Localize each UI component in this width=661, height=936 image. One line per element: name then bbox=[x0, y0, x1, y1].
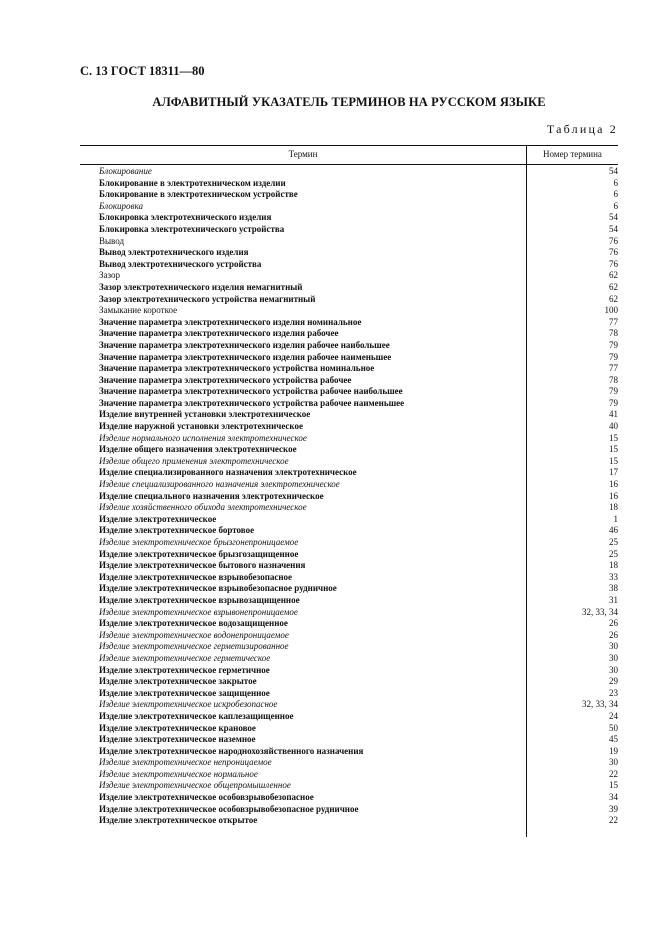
term-cell: Изделие электротехническое общепромышленное bbox=[99, 780, 291, 791]
term-number-cell: 76 bbox=[609, 235, 618, 246]
term-number-cell: 23 bbox=[609, 687, 618, 698]
term-cell: Изделие электротехническое искробезопасное bbox=[99, 699, 278, 710]
table-row bbox=[99, 386, 618, 398]
term-cell: Значение параметра электротехнического устройства рабочее наименьшее bbox=[99, 397, 405, 408]
term-cell: Изделие электротехническое водозащищенное bbox=[99, 618, 288, 629]
term-cell: Зазор электротехнического изделия немагнитный bbox=[99, 281, 303, 292]
term-number-cell: 15 bbox=[609, 455, 618, 466]
term-number-cell: 26 bbox=[609, 629, 618, 640]
table-row bbox=[99, 282, 618, 294]
term-number-cell: 15 bbox=[609, 780, 618, 791]
term-cell: Блокировка bbox=[99, 200, 143, 211]
term-number-cell: 18 bbox=[609, 502, 618, 513]
term-cell: Изделие общего назначения электротехническое bbox=[99, 444, 297, 455]
term-cell: Изделие электротехническое бытового назначения bbox=[99, 560, 306, 571]
table-row bbox=[99, 421, 618, 433]
table-row bbox=[99, 525, 618, 537]
table-header-rule bbox=[80, 164, 618, 165]
table-row bbox=[99, 583, 618, 595]
table-row bbox=[99, 479, 618, 491]
table-row bbox=[99, 607, 618, 619]
term-number-cell: 6 bbox=[613, 200, 618, 211]
term-number-cell: 32, 33, 34 bbox=[582, 606, 618, 617]
table-row bbox=[99, 178, 618, 190]
column-header-term: Термин bbox=[288, 149, 318, 159]
term-number-cell: 19 bbox=[609, 745, 618, 756]
table-row bbox=[99, 618, 618, 630]
term-cell: Изделие электротехническое брызгозащищенное bbox=[99, 548, 299, 559]
term-number-cell: 50 bbox=[609, 722, 618, 733]
table-row bbox=[99, 711, 618, 723]
term-cell: Изделие электротехническое непроницаемое bbox=[99, 757, 272, 768]
table-row bbox=[99, 653, 618, 665]
term-number-cell: 62 bbox=[609, 281, 618, 292]
term-cell: Изделие электротехническое брызгонепроницаемое bbox=[99, 537, 299, 547]
table-row bbox=[99, 328, 618, 340]
term-cell: Значение параметра электротехнического устройства рабочее наибольшее bbox=[99, 386, 403, 397]
table-row bbox=[99, 224, 618, 236]
term-number-cell: 6 bbox=[613, 177, 618, 188]
term-number-cell: 100 bbox=[604, 305, 618, 316]
term-cell: Значение параметра электротехнического изделия рабочее наименьшее bbox=[99, 351, 392, 362]
term-cell: Замыкание короткое bbox=[99, 305, 178, 316]
term-number-cell: 54 bbox=[609, 212, 618, 223]
table-row bbox=[99, 502, 618, 514]
term-number-cell: 40 bbox=[609, 421, 618, 432]
term-cell: Изделие электротехническое взрывобезопасное bbox=[99, 571, 293, 582]
table-row bbox=[99, 572, 618, 584]
table-row bbox=[99, 317, 618, 329]
term-number-cell: 22 bbox=[609, 815, 618, 826]
table-row bbox=[99, 804, 618, 816]
term-cell: Изделие электротехническое наземное bbox=[99, 734, 256, 745]
term-cell: Изделие электротехническое герметизированное bbox=[99, 641, 289, 652]
term-number-cell: 39 bbox=[609, 803, 618, 814]
term-cell: Вывод электротехнического устройства bbox=[99, 258, 262, 269]
term-index-table bbox=[99, 166, 618, 827]
term-cell: Блокирование в электротехническом изделии bbox=[99, 177, 286, 188]
term-number-cell: 30 bbox=[609, 652, 618, 663]
table-row bbox=[99, 236, 618, 248]
table-row bbox=[99, 398, 618, 410]
table-row bbox=[99, 444, 618, 456]
term-number-cell: 62 bbox=[609, 293, 618, 304]
term-cell: Изделие специализированного назначения электротехническое bbox=[99, 467, 357, 478]
term-cell: Изделие электротехническое открытое bbox=[99, 815, 258, 826]
table-top-rule bbox=[80, 145, 618, 146]
term-cell: Изделие электротехническое герметическое bbox=[99, 652, 271, 663]
term-cell: Изделие электротехническое bbox=[99, 513, 217, 524]
term-number-cell: 22 bbox=[609, 768, 618, 779]
term-number-cell: 32, 33, 34 bbox=[582, 699, 618, 710]
term-number-cell: 54 bbox=[609, 166, 618, 176]
table-row bbox=[99, 259, 618, 271]
table-row bbox=[99, 688, 618, 700]
term-number-cell: 25 bbox=[609, 537, 618, 547]
table-row bbox=[99, 560, 618, 572]
term-cell: Зазор электротехнического устройства немагнитный bbox=[99, 293, 316, 304]
term-cell: Блокировка электротехнического изделия bbox=[99, 212, 272, 223]
term-number-cell: 79 bbox=[609, 339, 618, 350]
term-number-cell: 34 bbox=[609, 792, 618, 803]
table-row bbox=[99, 595, 618, 607]
term-number-cell: 33 bbox=[609, 571, 618, 582]
term-number-cell: 18 bbox=[609, 560, 618, 571]
term-cell: Изделие электротехническое особовзрывобезопасное рудничное bbox=[99, 803, 359, 814]
term-number-cell: 30 bbox=[609, 757, 618, 768]
table-row bbox=[99, 792, 618, 804]
term-cell: Изделие специального назначения электротехническое bbox=[99, 490, 324, 501]
document-title: АЛФАВИТНЫЙ УКАЗАТЕЛЬ ТЕРМИНОВ НА РУССКОМ ЯЗЫКЕ bbox=[152, 95, 546, 109]
table-row bbox=[99, 769, 618, 781]
term-number-cell: 79 bbox=[609, 397, 618, 408]
term-cell: Изделие внутренней установки электротехническое bbox=[99, 409, 311, 420]
table-row bbox=[99, 352, 618, 364]
table-row bbox=[99, 537, 618, 549]
term-cell: Изделие электротехническое защищенное bbox=[99, 687, 270, 698]
term-cell: Изделие электротехническое крановое bbox=[99, 722, 256, 733]
term-cell: Значение параметра электротехнического устройства рабочее bbox=[99, 374, 352, 385]
table-row bbox=[99, 212, 618, 224]
term-number-cell: 26 bbox=[609, 618, 618, 629]
table-row bbox=[99, 746, 618, 758]
table-row bbox=[99, 757, 618, 769]
term-number-cell: 62 bbox=[609, 270, 618, 281]
table-row bbox=[99, 166, 618, 178]
table-row bbox=[99, 676, 618, 688]
table-row bbox=[99, 699, 618, 711]
term-number-cell: 31 bbox=[609, 594, 618, 605]
term-cell: Значение параметра электротехнического устройства номинальное bbox=[99, 363, 375, 374]
term-number-cell: 77 bbox=[609, 316, 618, 327]
term-number-cell: 15 bbox=[609, 432, 618, 443]
term-cell: Изделие электротехническое взрывозащищенное bbox=[99, 594, 300, 605]
term-number-cell: 30 bbox=[609, 664, 618, 675]
term-number-cell: 79 bbox=[609, 351, 618, 362]
term-cell: Изделие электротехническое водонепроницаемое bbox=[99, 629, 289, 640]
term-number-cell: 30 bbox=[609, 641, 618, 652]
term-cell: Изделие электротехническое нормальное bbox=[99, 768, 258, 779]
term-cell: Изделие электротехническое бортовое bbox=[99, 525, 255, 536]
term-cell: Изделие электротехническое взрывобезопасное рудничное bbox=[99, 583, 337, 594]
term-cell: Значение параметра электротехнического изделия рабочее наибольшее bbox=[99, 339, 390, 350]
term-cell: Изделие электротехническое каплезащищенное bbox=[99, 710, 294, 721]
term-cell: Блокирование bbox=[99, 166, 152, 176]
term-number-cell: 29 bbox=[609, 676, 618, 687]
term-number-cell: 76 bbox=[609, 247, 618, 258]
term-number-cell: 79 bbox=[609, 386, 618, 397]
term-number-cell: 16 bbox=[609, 479, 618, 490]
table-row bbox=[99, 549, 618, 561]
column-header-number: Номер термина bbox=[543, 149, 602, 159]
table-row bbox=[99, 641, 618, 653]
term-cell: Значение параметра электротехнического изделия номинальное bbox=[99, 316, 362, 327]
term-number-cell: 6 bbox=[613, 189, 618, 200]
table-row bbox=[99, 433, 618, 445]
term-number-cell: 46 bbox=[609, 525, 618, 536]
term-cell: Изделие электротехническое взрывонепроницаемое bbox=[99, 606, 298, 617]
table-row bbox=[99, 467, 618, 479]
term-number-cell: 24 bbox=[609, 710, 618, 721]
term-cell: Значение параметра электротехнического изделия рабочее bbox=[99, 328, 339, 339]
table-row bbox=[99, 247, 618, 259]
term-cell: Изделие наружной установки электротехническое bbox=[99, 421, 303, 432]
table-row bbox=[99, 456, 618, 468]
term-number-cell: 78 bbox=[609, 328, 618, 339]
term-number-cell: 77 bbox=[609, 363, 618, 374]
page-header: С. 13 ГОСТ 18311—80 bbox=[80, 64, 205, 78]
term-cell: Изделие электротехническое закрытое bbox=[99, 676, 257, 687]
table-row bbox=[99, 723, 618, 735]
term-cell: Изделие нормального исполнения электротехническое bbox=[99, 432, 307, 443]
table-row bbox=[99, 514, 618, 526]
table-row bbox=[99, 201, 618, 213]
table-row bbox=[99, 375, 618, 387]
term-number-cell: 78 bbox=[609, 374, 618, 385]
term-cell: Изделие специализированного назначения электротехническое bbox=[99, 479, 340, 490]
term-number-cell: 54 bbox=[609, 223, 618, 234]
term-number-cell: 45 bbox=[609, 734, 618, 745]
term-cell: Вывод bbox=[99, 235, 125, 246]
term-number-cell: 16 bbox=[609, 490, 618, 501]
term-cell: Изделие общего применения электротехническое bbox=[99, 455, 289, 466]
term-number-cell: 17 bbox=[609, 467, 618, 478]
term-cell: Зазор bbox=[99, 270, 121, 281]
term-number-cell: 25 bbox=[609, 548, 618, 559]
table-row bbox=[99, 630, 618, 642]
term-number-cell: 41 bbox=[609, 409, 618, 420]
term-cell: Вывод электротехнического изделия bbox=[99, 247, 249, 258]
table-row bbox=[99, 340, 618, 352]
term-number-cell: 15 bbox=[609, 444, 618, 455]
table-row bbox=[99, 305, 618, 317]
table-row bbox=[99, 409, 618, 421]
table-row bbox=[99, 491, 618, 503]
term-number-cell: 76 bbox=[609, 258, 618, 269]
table-row bbox=[99, 270, 618, 282]
term-cell: Изделие хозяйственного обихода электротехническое bbox=[99, 502, 307, 513]
term-cell: Блокирование в электротехническом устройстве bbox=[99, 189, 298, 200]
table-row bbox=[99, 189, 618, 201]
table-row bbox=[99, 734, 618, 746]
term-number-cell: 1 bbox=[613, 513, 618, 524]
table-row bbox=[99, 815, 618, 827]
term-cell: Блокировка электротехнического устройства bbox=[99, 223, 285, 234]
term-number-cell: 38 bbox=[609, 583, 618, 594]
term-cell: Изделие электротехническое народнохозяйственного назначения bbox=[99, 745, 364, 756]
term-cell: Изделие электротехническое герметичное bbox=[99, 664, 270, 675]
table-label: Таблица 2 bbox=[546, 122, 618, 136]
table-row bbox=[99, 363, 618, 375]
table-row bbox=[99, 665, 618, 677]
table-row bbox=[99, 294, 618, 306]
term-cell: Изделие электротехническое особовзрывобезопасное bbox=[99, 792, 314, 803]
table-row bbox=[99, 780, 618, 792]
